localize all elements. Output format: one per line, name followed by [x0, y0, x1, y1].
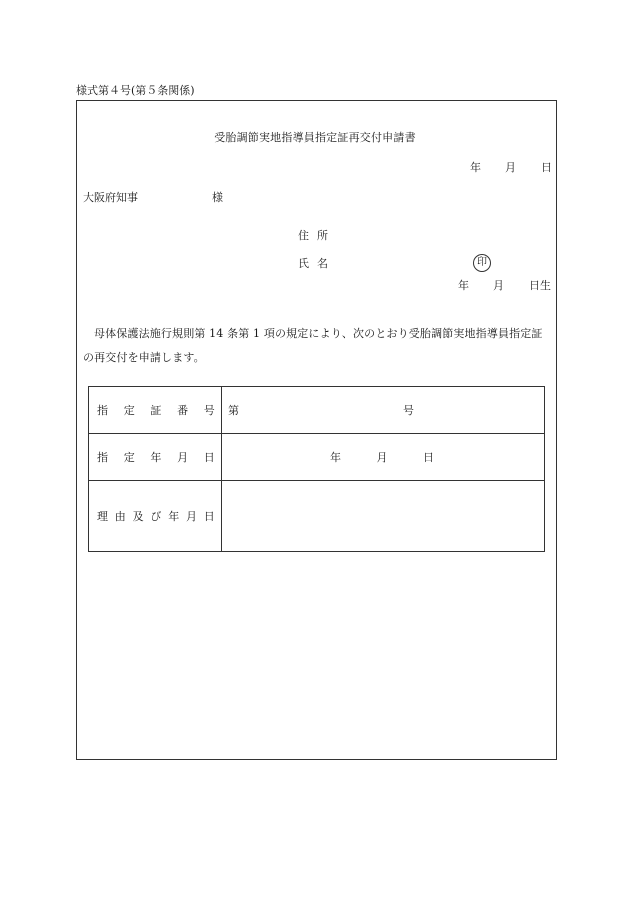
designation-day: 日 — [423, 451, 434, 464]
label-char: 年 — [168, 510, 180, 523]
application-statement: 母体保護法施行規則第 14 条第 1 項の規定により、次のとおり受胎調節実地指導員指定証の再交付を申請します。 — [83, 327, 543, 364]
label-char: 定 — [123, 404, 135, 417]
addressee-honorific: 様 — [212, 191, 223, 204]
label-char: 日 — [203, 510, 215, 523]
date-year-label: 年 — [470, 161, 481, 174]
birth-day-label: 日生 — [529, 279, 551, 292]
seal-mark: 印 — [473, 254, 491, 272]
label-char: 日 — [203, 451, 215, 464]
reason-and-date-field[interactable] — [222, 481, 545, 552]
date-month-label: 月 — [505, 161, 516, 174]
table-row — [89, 434, 545, 481]
label-char: び — [150, 510, 162, 523]
birth-year-label: 年 — [458, 279, 469, 292]
designation-month: 月 — [376, 451, 388, 464]
table-row — [89, 481, 545, 552]
label-char: 年 — [150, 451, 162, 464]
designation-date-field[interactable] — [222, 434, 545, 481]
number-prefix: 第 — [228, 404, 239, 417]
label-char: 号 — [203, 404, 215, 417]
addressee: 大阪府知事 — [83, 191, 138, 204]
label-char: 番 — [177, 404, 189, 417]
label-char: 理 — [97, 510, 109, 523]
label-char: 指 — [97, 404, 109, 417]
label-char: 証 — [150, 404, 162, 417]
label-char: 月 — [177, 451, 189, 464]
form-number-label: 様式第４号(第５条関係) — [76, 84, 195, 97]
date-day-label: 日 — [541, 161, 552, 174]
certificate-number-field[interactable] — [222, 387, 545, 434]
reason-and-date-label — [89, 481, 222, 552]
label-char: 月 — [185, 510, 198, 523]
designation-date-label — [89, 434, 222, 481]
address-label: 住所 — [298, 229, 336, 242]
certificate-number-label — [89, 387, 222, 434]
document-title: 受胎調節実地指導員指定証再交付申請書 — [214, 131, 416, 144]
number-suffix: 号 — [403, 404, 414, 417]
label-char: 及 — [132, 510, 144, 523]
table-row — [89, 387, 545, 434]
designation-year: 年 — [330, 451, 341, 464]
application-table — [88, 386, 545, 552]
label-char: 由 — [114, 510, 126, 523]
label-char: 定 — [123, 451, 135, 464]
name-label: 氏名 — [298, 257, 336, 270]
birth-month-label: 月 — [493, 279, 504, 292]
label-char: 指 — [97, 451, 109, 464]
